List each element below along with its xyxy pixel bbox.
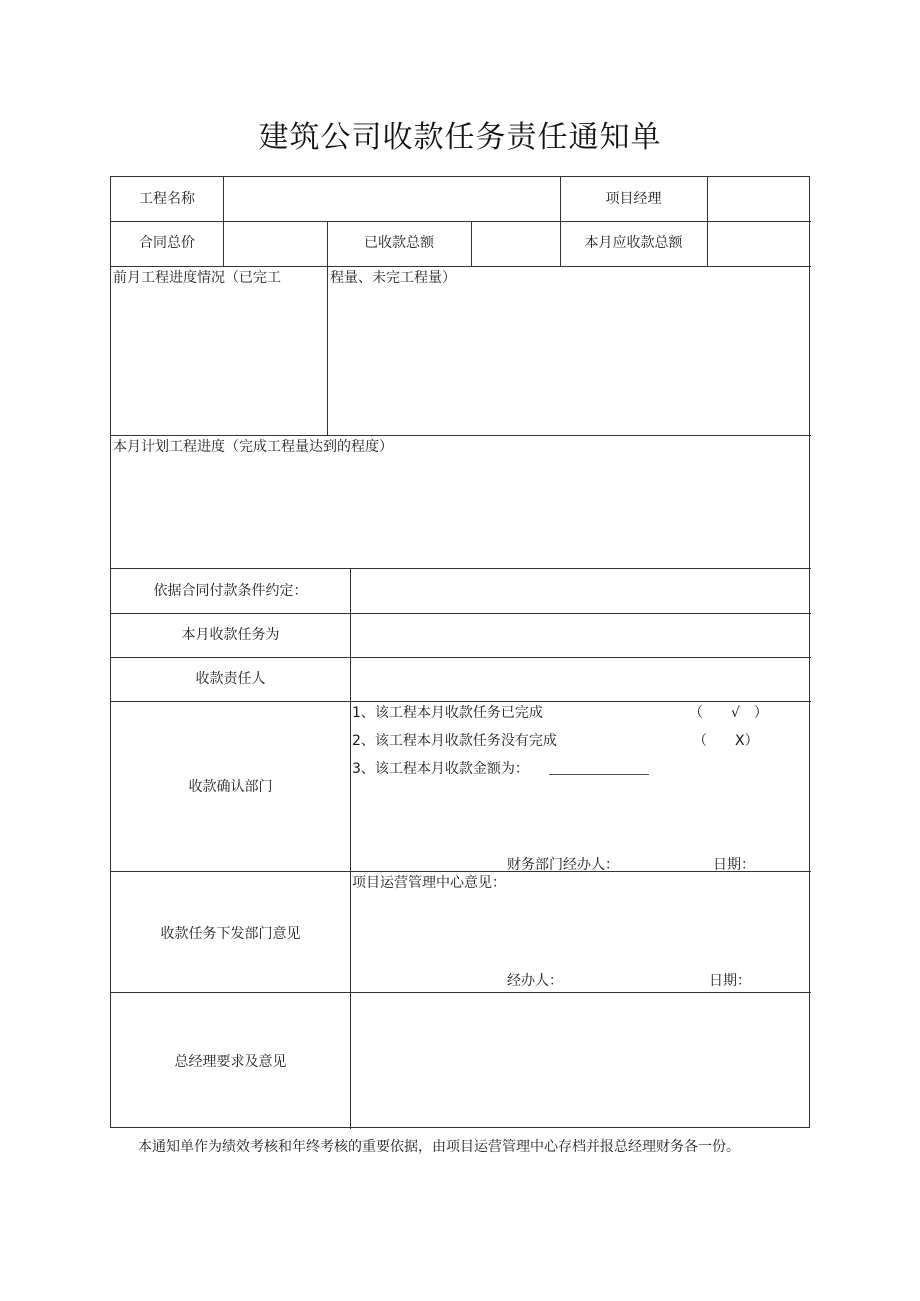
form-title: 建筑公司收款任务责任通知单	[258, 120, 662, 155]
contract-total-label: 合同总价	[139, 235, 195, 251]
confirm-dept-label: 收款确认部门	[188, 779, 273, 795]
row-divider	[111, 221, 811, 222]
confirm-item-completed: 1、该工程本月收款任务已完成	[352, 705, 543, 721]
row-divider	[111, 435, 811, 436]
footer-note: 本通知单作为绩效考核和年终考核的重要依据，由项目运营管理中心存档并报总经理财务各一份。	[138, 1139, 740, 1155]
row-divider	[111, 266, 811, 267]
row-divider	[111, 701, 811, 702]
confirm-item-amount: 3、该工程本月收款金额为：	[352, 761, 529, 777]
column-divider	[471, 221, 472, 266]
plan-progress-label: 本月计划工程进度（完成工程量达到的程度）	[113, 439, 393, 455]
month-task-label: 本月收款任务为	[181, 627, 280, 643]
prev-progress-label-cont: 程量、未完工程量）	[330, 270, 456, 286]
received-total-label: 已收款总额	[364, 235, 434, 251]
row-divider	[111, 568, 811, 569]
confirm-item-not-completed: 2、该工程本月收款任务没有完成	[352, 733, 557, 749]
notice-form	[110, 176, 810, 1128]
column-divider	[350, 568, 351, 1129]
payment-terms-label: 依据合同付款条件约定：	[153, 583, 308, 599]
row-divider	[111, 613, 811, 614]
column-divider	[707, 177, 708, 266]
dispatch-signer-label: 经办人：	[507, 973, 563, 989]
not-completed-mark: （ X）	[693, 733, 759, 749]
dispatch-date-label: 日期：	[709, 973, 751, 989]
finance-date-label: 日期：	[713, 857, 755, 873]
gm-opinion-label: 总经理要求及意见	[174, 1054, 287, 1070]
column-divider	[223, 177, 224, 266]
month-due-label: 本月应收款总额	[584, 235, 683, 251]
row-divider	[111, 871, 811, 872]
row-divider	[111, 657, 811, 658]
amount-blank-line	[549, 774, 649, 775]
completed-checkmark: （ √ ）	[689, 705, 768, 721]
responsible-person-label: 收款责任人	[195, 671, 266, 687]
project-name-label: 工程名称	[139, 191, 195, 207]
row-divider	[111, 992, 811, 993]
column-divider	[327, 221, 328, 435]
project-manager-label: 项目经理	[605, 191, 662, 207]
dispatch-dept-label: 收款任务下发部门意见	[160, 926, 301, 942]
finance-signer-label: 财务部门经办人：	[507, 857, 619, 873]
prev-progress-label: 前月工程进度情况（已完工	[113, 270, 281, 286]
operations-opinion-label: 项目运营管理中心意见：	[352, 875, 506, 891]
